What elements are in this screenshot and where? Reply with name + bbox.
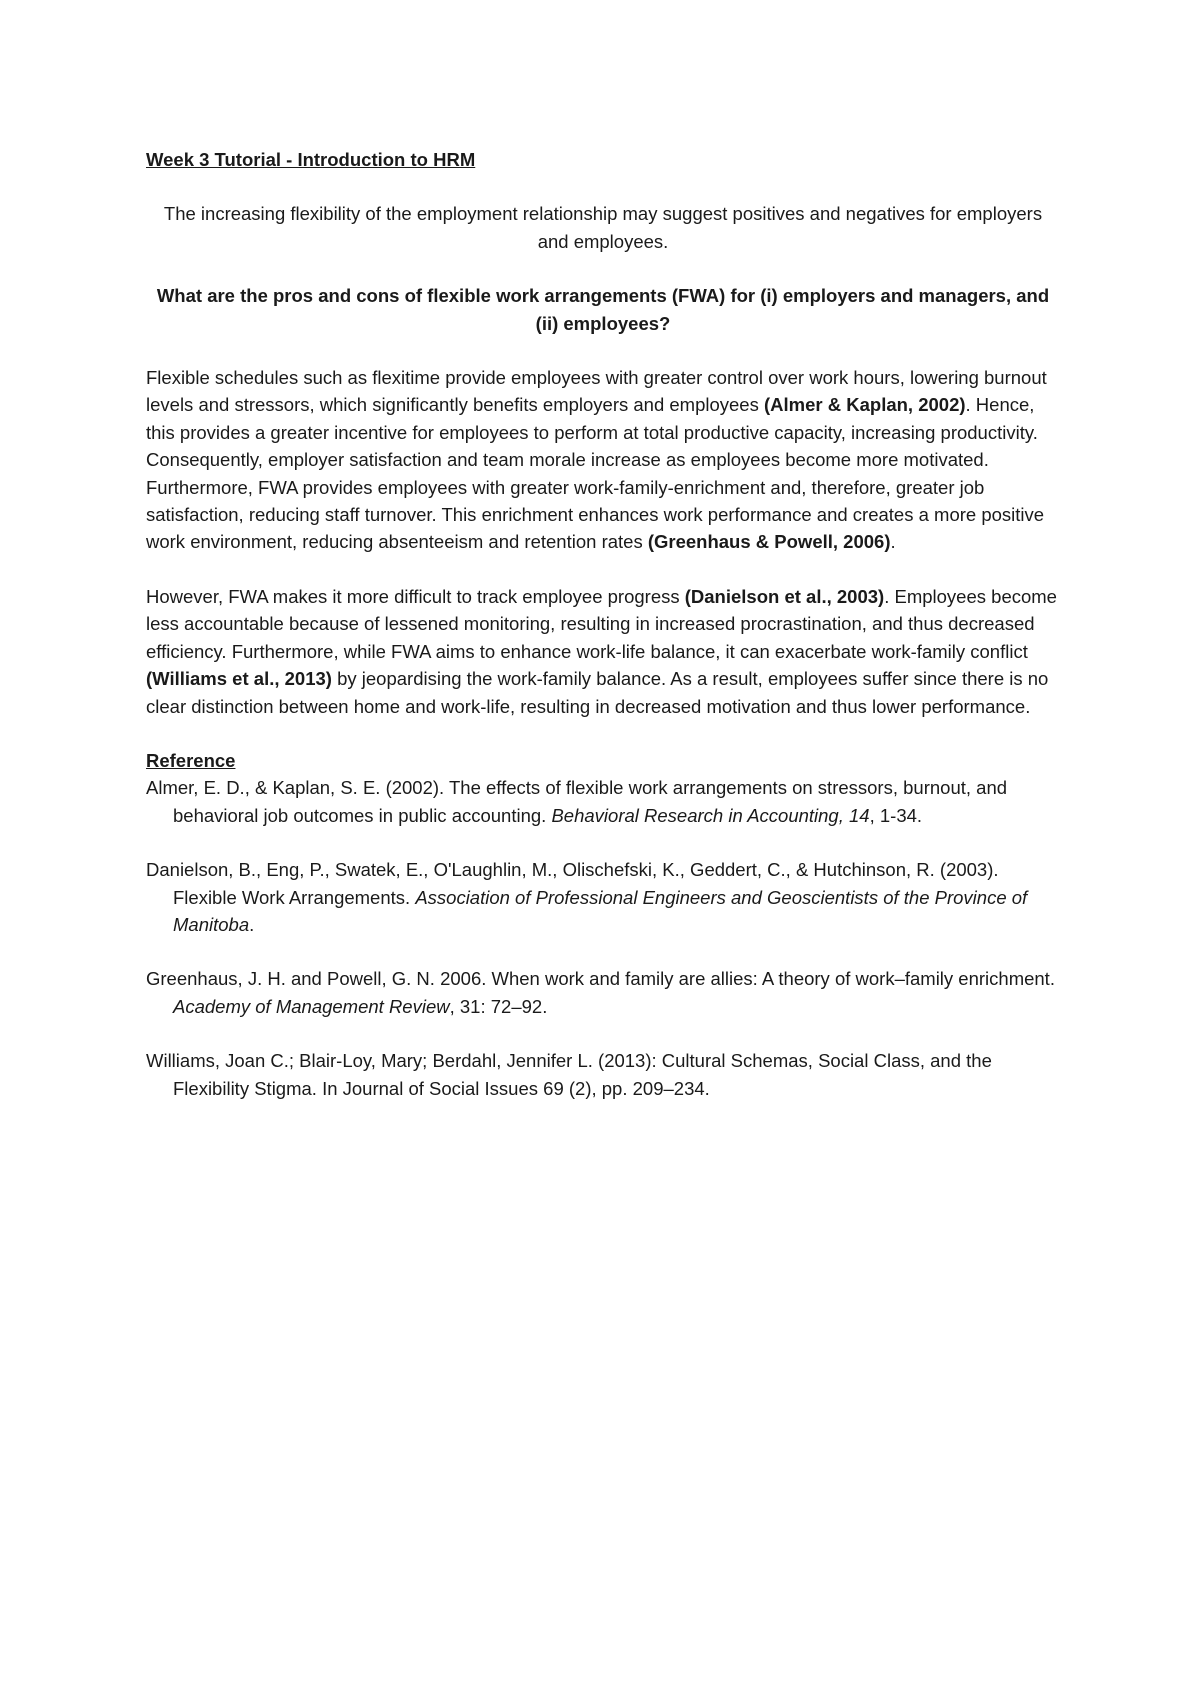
paragraph-text: . Employees become less accountable because of lessened monitoring, resulting in increased procrastination, and thus decreased efficiency. Furthermore, while FWA aims to enhance work-life balance, it can exacerbate work-family conflict: [146, 585, 1057, 662]
citation: (Almer & Kaplan, 2002): [764, 394, 966, 416]
reference-text: .: [249, 913, 255, 935]
reference-text: Almer, E. D., & Kaplan, S. E. (2002). The effects of flexible work arrangements on stressors, burnout, and behavioral job outcomes in public accounting.: [146, 777, 1008, 826]
tutorial-question: What are the pros and cons of flexible work arrangements (FWA) for (i) employers and managers, and (ii) employees?: [156, 285, 1050, 334]
reference-text: Williams, Joan C.; Blair-Loy, Mary; Berdahl, Jennifer L. (2013): Cultural Schemas, Social Class, and the Flexibility Stigma. In Journal of Social Issues 69 (2), pp. 209–234.: [146, 1050, 992, 1099]
reference-text: Greenhaus, J. H. and Powell, G. N. 2006. When work and family are allies: A theory of work–family enrichment.: [146, 968, 1055, 990]
paragraph-text: by jeopardising the work-family balance. As a result, employees suffer since there is no clear distinction between home and work-life, resulting in decreased motivation and thus lower performance.: [146, 668, 1049, 717]
reference-source: Academy of Management Review: [173, 995, 450, 1017]
paragraph-pros: [146, 364, 1060, 556]
reference-list: [146, 774, 1060, 1102]
reference-text: Danielson, B., Eng, P., Swatek, E., O'Laughlin, M., Olischefski, K., Geddert, C., & Hutchinson, R. (2003). Flexible Work Arrangements.: [146, 859, 999, 908]
reference-text: , 31: 72–92.: [449, 995, 548, 1017]
reference-heading: Reference: [146, 749, 236, 771]
document-body: [146, 146, 1060, 1129]
reference-source: Behavioral Research in Accounting, 14: [551, 804, 870, 826]
reference-item: [146, 965, 1060, 1020]
reference-text: , 1-34.: [869, 804, 923, 826]
paragraph-text: However, FWA makes it more difficult to track employee progress: [146, 585, 685, 607]
reference-item: [146, 856, 1060, 938]
paragraph-text: .: [890, 531, 896, 553]
page-title: Week 3 Tutorial - Introduction to HRM: [146, 149, 476, 170]
reference-item: [146, 774, 1060, 829]
citation: (Williams et al., 2013): [146, 668, 332, 690]
reference-source: Association of Professional Engineers and Geoscientists of the Province of Manitoba: [173, 886, 1028, 935]
paragraph-text: Flexible schedules such as flexitime provide employees with greater control over work hours, lowering burnout levels and stressors, which significantly benefits employers and employees: [146, 367, 1047, 416]
intro-statement: The increasing flexibility of the employment relationship may suggest positives and negatives for employers and employees.: [163, 203, 1043, 252]
paragraph-cons: [146, 583, 1060, 720]
reference-item: [146, 1047, 1060, 1102]
paragraph-text: . Hence, this provides a greater incentive for employees to perform at total productive capacity, increasing productivity. Consequently, employer satisfaction and team morale increase as employees become more motivated. Furthermore, FWA provides employees with greater work-family-enrichment and, therefore, greater job satisfaction, reducing staff turnover. This enrichment enhances work performance and creates a more positive work environment, reducing absenteeism and retention rates: [146, 394, 1045, 553]
citation: (Greenhaus & Powell, 2006): [647, 531, 891, 553]
citation: (Danielson et al., 2003): [684, 585, 885, 607]
